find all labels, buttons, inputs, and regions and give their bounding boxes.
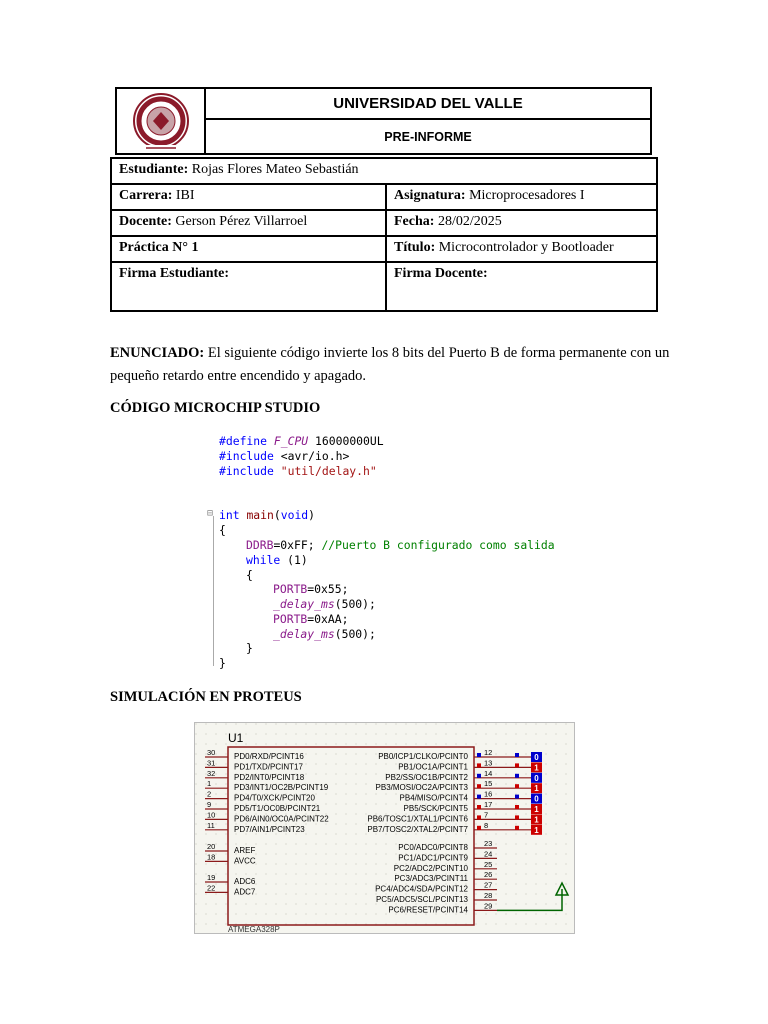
pin-number-30: 30	[207, 748, 216, 757]
wire-state-marker-16	[515, 795, 519, 799]
pin-label-28: PC5/ADC5/SCL/PCINT13	[375, 895, 468, 904]
pin-number-31: 31	[207, 758, 216, 768]
pin-number-23: 23	[484, 839, 493, 848]
logic-probe-value-7: 1	[534, 815, 539, 825]
fold-toggle-icon[interactable]: ⊟	[207, 508, 214, 519]
university-name: UNIVERSIDAD DEL VALLE	[206, 89, 650, 120]
report-header	[115, 87, 652, 155]
chip-part: ATMEGA328P	[228, 925, 280, 933]
pin-label-25: PC2/ADC2/PCINT10	[393, 863, 468, 873]
pin-label-31: PD1/TXD/PCINT17	[234, 762, 303, 772]
info-row-signatures	[112, 263, 656, 310]
pin-number-18: 18	[207, 852, 216, 862]
career-label: Carrera:	[119, 188, 173, 203]
enunciado-text-2: pequeño retardo entre encendido y apagado.	[110, 368, 367, 384]
wire-state-marker-7	[515, 815, 519, 819]
pin-label-32: PD2/INT0/PCINT18	[234, 772, 305, 782]
fold-guide	[213, 516, 214, 666]
pin-label-13: PB1/OC1A/PCINT1	[398, 762, 468, 772]
pin-number-16: 16	[484, 789, 493, 799]
pin-number-22: 22	[207, 883, 216, 893]
info-row-student	[112, 159, 656, 185]
info-row-teacher	[112, 211, 656, 237]
subject-value: Microprocesadores I	[469, 188, 585, 203]
pin-state-marker-8	[477, 826, 481, 830]
pin-label-26: PC3/ADC3/PCINT11	[394, 874, 468, 884]
pin-number-19: 19	[207, 873, 216, 882]
pin-state-marker-7	[477, 815, 481, 819]
pin-number-12: 12	[484, 748, 493, 757]
career-value: IBI	[175, 188, 195, 203]
teacher-value: Gerson Pérez Villarroel	[175, 214, 308, 229]
chip-ref: U1	[228, 731, 244, 745]
wire-state-marker-15	[515, 784, 519, 788]
pin-label-22: ADC7	[234, 887, 256, 897]
schematic-canvas	[195, 723, 574, 933]
pin-state-marker-12	[477, 753, 481, 757]
university-logo	[119, 90, 204, 154]
pin-label-15: PB3/MOSI/OC2A/PCINT3	[375, 783, 468, 793]
pin-number-2: 2	[207, 789, 212, 799]
pin-number-28: 28	[484, 891, 493, 900]
logic-probe-value-15: 1	[534, 784, 539, 794]
wire-state-marker-14	[515, 774, 519, 778]
pin-number-1: 1	[207, 779, 212, 789]
logic-probe-value-8: 1	[534, 825, 539, 835]
wire-state-marker-12	[515, 753, 519, 757]
pin-number-15: 15	[484, 779, 493, 789]
section-code-heading: CÓDIGO MICROCHIP STUDIO	[110, 400, 321, 416]
wire-state-marker-8	[515, 826, 519, 830]
practice-label: Práctica N° 1	[119, 240, 199, 255]
logic-probe-value-13: 1	[534, 763, 539, 773]
pin-label-16: PB4/MISO/PCINT4	[399, 793, 468, 803]
pin-label-17: PB5/SCK/PCINT5	[403, 804, 468, 813]
pin-number-8: 8	[484, 820, 489, 830]
student-value: Rojas Flores Mateo Sebastián	[191, 162, 359, 177]
pin-number-13: 13	[484, 758, 493, 768]
pin-label-10: PD6/AIN0/OC0A/PCINT22	[234, 814, 329, 824]
logic-probe-value-17: 1	[534, 805, 539, 814]
pin-number-29: 29	[484, 901, 493, 911]
pin-number-32: 32	[207, 768, 216, 778]
pin-label-9: PD5/T1/OC0B/PCINT21	[234, 804, 321, 813]
pin-label-23: PC0/ADC0/PCINT8	[398, 843, 468, 852]
pin-label-18: AVCC	[234, 856, 256, 866]
pin-label-20: AREF	[234, 846, 256, 855]
pin-number-11: 11	[207, 820, 215, 830]
pin-number-17: 17	[484, 800, 493, 809]
code-block: #define F_CPU 16000000UL #include <avr/io.h> #include "util/delay.h" ⊟ int main(void) { DDRB=0xFF; //Puerto B configurado como salida while (1) { PORTB=0x55; _delay_ms(500); PORTB=0xAA; _delay_ms(500); } }	[207, 434, 555, 670]
info-row-practice	[112, 237, 656, 263]
teacher-label: Docente:	[119, 214, 172, 229]
teacher-signature-label: Firma Docente:	[394, 266, 488, 281]
pin-number-14: 14	[484, 768, 493, 778]
pin-label-19: ADC6	[234, 877, 256, 886]
logic-probe-value-16: 0	[534, 794, 539, 804]
subject-label: Asignatura:	[394, 188, 466, 203]
proteus-schematic	[194, 722, 575, 934]
pin-label-2: PD4/T0/XCK/PCINT20	[234, 793, 315, 803]
pin-label-11: PD7/AIN1/PCINT23	[234, 824, 305, 834]
enunciado-label: ENUNCIADO:	[110, 345, 205, 361]
pin-label-7: PB6/TOSC1/XTAL1/PCINT6	[367, 814, 468, 824]
pin-state-marker-15	[477, 784, 481, 788]
date-label: Fecha:	[394, 214, 435, 229]
pin-label-29: PC6/RESET/PCINT14	[388, 905, 468, 915]
document-type: PRE-INFORME	[384, 129, 472, 144]
date-value: 28/02/2025	[437, 214, 502, 229]
pin-label-27: PC4/ADC4/SDA/PCINT12	[375, 884, 468, 894]
pin-state-marker-13	[477, 763, 481, 767]
logic-probe-value-12: 0	[534, 753, 539, 762]
student-signature-label: Firma Estudiante:	[119, 266, 230, 281]
wire-state-marker-17	[515, 805, 519, 809]
pin-number-7: 7	[484, 810, 489, 820]
pin-number-20: 20	[207, 842, 216, 851]
pin-number-24: 24	[484, 849, 493, 859]
section-sim-heading: SIMULACIÓN EN PROTEUS	[110, 689, 302, 705]
pin-number-9: 9	[207, 800, 212, 809]
info-row-career	[112, 185, 656, 211]
enunciado-text-1: El siguiente código invierte los 8 bits del Puerto B de forma permanente con un	[207, 345, 670, 361]
title-value: Microcontrolador y Bootloader	[438, 240, 614, 255]
pin-label-14: PB2/SS/OC1B/PCINT2	[385, 772, 468, 782]
logic-probe-value-14: 0	[534, 773, 539, 783]
info-table	[110, 157, 658, 312]
pin-state-marker-14	[477, 774, 481, 778]
pin-state-marker-16	[477, 795, 481, 799]
pin-label-24: PC1/ADC1/PCINT9	[398, 853, 468, 863]
logo-cell	[117, 89, 206, 153]
wire-state-marker-13	[515, 763, 519, 767]
student-label: Estudiante:	[119, 162, 189, 177]
pin-label-1: PD3/INT1/OC2B/PCINT19	[234, 783, 329, 793]
enunciado-paragraph	[110, 342, 670, 388]
title-label: Título:	[394, 240, 436, 255]
table-divider	[385, 185, 387, 310]
pin-number-10: 10	[207, 810, 216, 820]
pin-label-8: PB7/TOSC2/XTAL2/PCINT7	[367, 824, 468, 834]
pin-number-26: 26	[484, 870, 493, 880]
pin-state-marker-17	[477, 805, 481, 809]
pin-number-27: 27	[484, 880, 493, 890]
pin-label-12: PB0/ICP1/CLKO/PCINT0	[378, 752, 468, 761]
pin-label-30: PD0/RXD/PCINT16	[234, 752, 304, 761]
pin-number-25: 25	[484, 859, 493, 869]
